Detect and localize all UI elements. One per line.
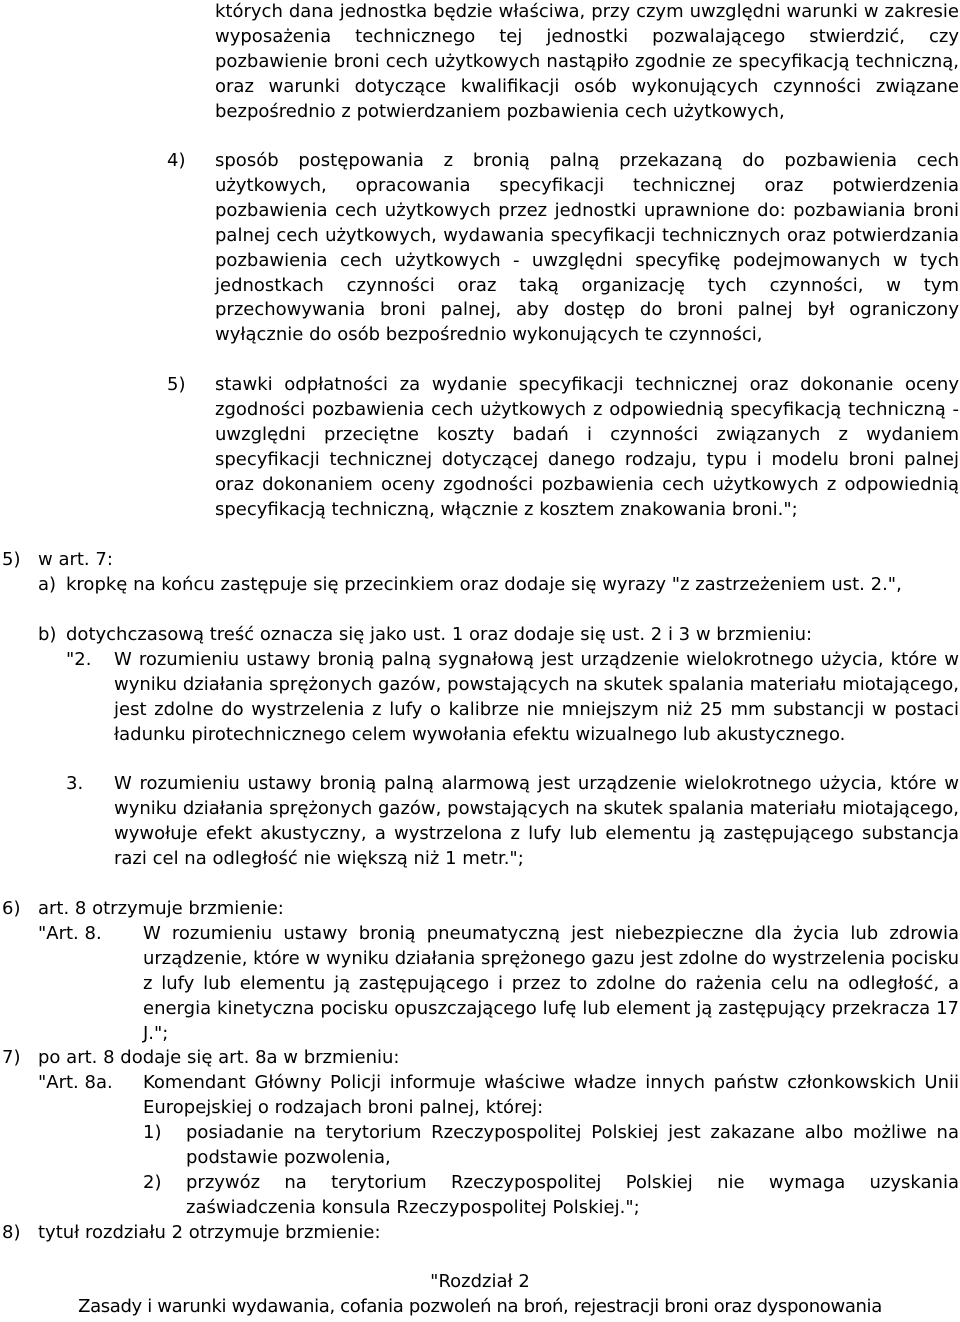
art-8-text: W rozumieniu ustawy bronią pneumatyczną jest niebezpieczne dla życia lub zdrowia urządzenie, które w wyniku działania sprężonego gazu jest zdolne do wystrzelenia pocisku z lufy lub elementu ją zastępującego i przez to zdolne do rażenia celu na odległość, a energia kinetyczna pocisku opuszczającego lufę lub element ją zastępujący przekracza 17 J."; [143, 923, 959, 1044]
art-8a-sub-1-label: 1) [143, 1122, 162, 1143]
item-8-heading: tytuł rozdziału 2 otrzymuje brzmienie: [38, 1222, 381, 1243]
point-4-number: 4) [167, 150, 186, 171]
item-5b-text: dotychczasową treść oznacza się jako ust. 1 oraz dodaje się ust. 2 i 3 w brzmieniu: [66, 624, 813, 645]
art-8a-sub-2-text: przywóz na terytorium Rzeczypospolitej Polskiej nie wymaga uzyskania zaświadczenia konsula Rzeczypospolitej Polskiej."; [186, 1172, 959, 1218]
ust-3-text: W rozumieniu ustawy bronią palną alarmową jest urządzenie wielokrotnego użycia, które w wyniku działania sprężonych gazów, powstających na skutek spalania materiału miotającego, wywołuje efekt akustyczny, a wystrzelona z lufy lub elementu ją zastępującego substancja razi cel na odległość nie większą niż 1 metr."; [114, 773, 959, 869]
item-5a-text: kropkę na końcu zastępuje się przecinkiem oraz dodaje się wyrazy "z zastrzeżeniem ust. 2.", [66, 574, 902, 595]
art-8-label: "Art. 8. [38, 923, 102, 944]
art-8a-text: Komendant Główny Policji informuje właściwe władze innych państw członkowskich Unii Europejskiej o rodzajach broni palnej, której: [143, 1072, 959, 1118]
item-7-heading: po art. 8 dodaje się art. 8a w brzmieniu: [38, 1047, 400, 1068]
point-5-text: stawki odpłatności za wydanie specyfikacji technicznej oraz dokonanie oceny zgodności pozbawienia cech użytkowych z odpowiednią specyfikacją techniczną - uwzględni przeciętne koszty badań i czynności związanych z wydaniem specyfikacji technicznej dotyczącej danego rodzaju, typu i modelu broni palnej oraz dokonaniem oceny zgodności pozbawienia cech użytkowych z odpowiednią specyfikacją techniczną, włącznie z kosztem znakowania broni."; [215, 374, 959, 520]
item-5-heading: w art. 7: [38, 549, 113, 570]
chapter-subtitle: Zasady i warunki wydawania, cofania pozwoleń na broń, rejestracji broni oraz dysponowania [78, 1296, 882, 1317]
item-6-heading: art. 8 otrzymuje brzmienie: [38, 898, 284, 919]
ust-3-label: 3. [66, 773, 84, 794]
art-8a-label: "Art. 8a. [38, 1072, 113, 1093]
point-4-text: sposób postępowania z bronią palną przekazaną do pozbawienia cech użytkowych, opracowania specyfikacji technicznej oraz potwierdzenia pozbawienia cech użytkowych przez jednostki uprawnione do: pozbawiania broni palnej cech użytkowych, wydawania specyfikacji technicznych oraz potwierdzania pozbawienia cech użytkowych - uwzględni specyfikę podejmowanych w tych jednostkach czynności oraz taką organizację tych czynności, w tym przechowywania broni palnej, aby dostęp do broni palnej był ograniczony wyłącznie do osób bezpośrednio wykonujących te czynności, [215, 150, 959, 346]
art-8a-sub-2-label: 2) [143, 1172, 162, 1193]
item-5a-label: a) [38, 574, 57, 595]
item-5-number: 5) [2, 549, 21, 570]
ust-2-label: "2. [66, 649, 92, 670]
item-6-number: 6) [2, 898, 21, 919]
chapter-title: "Rozdział 2 [430, 1271, 530, 1292]
point-3-continuation: których dana jednostka będzie właściwa, przy czym uwzględni warunki w zakresie wyposażenia technicznego tej jednostki pozwalającego stwierdzić, czy pozbawienie broni cech użytkowych nastąpiło zgodnie ze specyfikacją techniczną, oraz warunki dotyczące kwalifikacji osób wykonujących czynności związane bezpośrednio z potwierdzaniem pozbawienia cech użytkowych, [215, 1, 959, 122]
item-8-number: 8) [2, 1222, 21, 1243]
point-5-number: 5) [167, 374, 186, 395]
art-8a-sub-1-text: posiadanie na terytorium Rzeczypospolitej Polskiej jest zakazane albo możliwe na podstawie pozwolenia, [186, 1122, 959, 1168]
item-7-number: 7) [2, 1047, 21, 1068]
item-5b-label: b) [38, 624, 57, 645]
ust-2-text: W rozumieniu ustawy bronią palną sygnałową jest urządzenie wielokrotnego użycia, które w wyniku działania sprężonych gazów, powstających na skutek spalania materiału miotającego, jest zdolne do wystrzelenia z lufy o kalibrze nie mniejszym niż 25 mm substancji w postaci ładunku pirotechnicznego celem wywołania efektu wizualnego lub akustycznego. [114, 649, 959, 745]
